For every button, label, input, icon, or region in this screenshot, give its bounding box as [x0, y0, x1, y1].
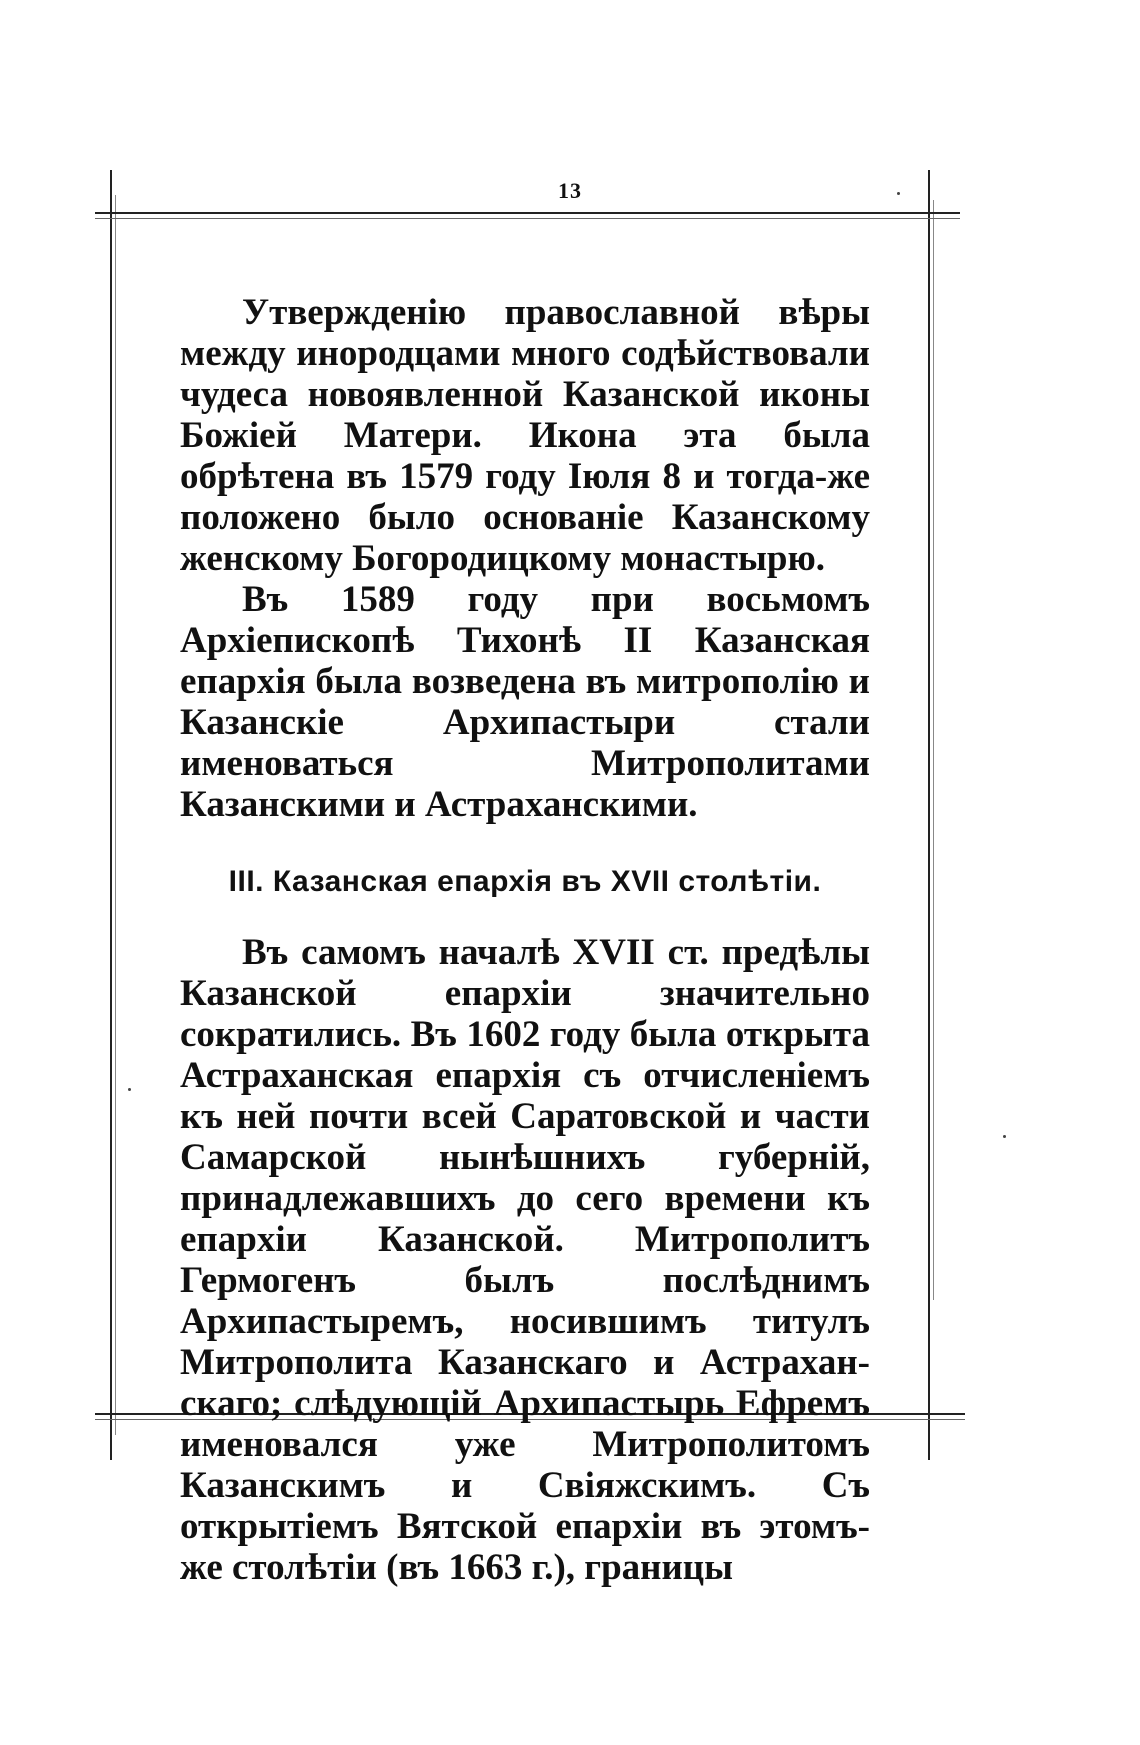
header-rule-bottom	[95, 218, 960, 219]
paragraph: Въ 1589 году при восьмомъ Архіепископѣ Тихонѣ II Казанская епархія была возведена въ митрополію и Казанскіе Архипастыри стали именоваться Митрополитами Казанскими и Астраханскими.	[180, 579, 870, 825]
paragraph: Утвержденію православной вѣры между инородцами много содѣйствовали чудеса новоявленной Казанской иконы Божіей Матери. Икона эта была обрѣтена въ 1579 году Іюля 8 и тогда-же положено было основаніе Казанскому женскому Богородицкому монастырю.	[180, 292, 870, 579]
page-body	[180, 292, 870, 1588]
print-speck	[128, 1088, 131, 1091]
frame-right-rule-inner	[933, 200, 934, 1300]
header-rule-top	[95, 212, 960, 214]
print-speck	[1003, 1135, 1006, 1138]
paragraph: Въ самомъ началѣ XVII ст. предѣлы Казанской епархіи значительно сократились. Въ 1602 году была открыта Астраханская епархія съ отчисленіемъ къ ней почти всей Саратовской и части Самарской нынѣшнихъ губерній, принадлежавшихъ до сего времени къ епархіи Казанской. Митрополитъ Гермогенъ былъ послѣднимъ Архипастыремъ, носившимъ титулъ Митрополита Казанскаго и Астраханскаго; слѣдующій Архипастырь Ефремъ именовался уже Митрополитомъ Казанскимъ и Свіяжскимъ. Съ открытіемъ Вятской епархіи въ этомъ-же столѣтіи (въ 1663 г.), границы	[180, 932, 870, 1588]
frame-left-rule	[110, 170, 112, 1460]
section-heading: III. Казанская епархія въ XVII столѣтіи.	[228, 865, 822, 898]
frame-right-rule	[928, 170, 930, 1460]
frame-left-rule-inner	[115, 195, 116, 1435]
page-number: 13	[558, 178, 582, 203]
